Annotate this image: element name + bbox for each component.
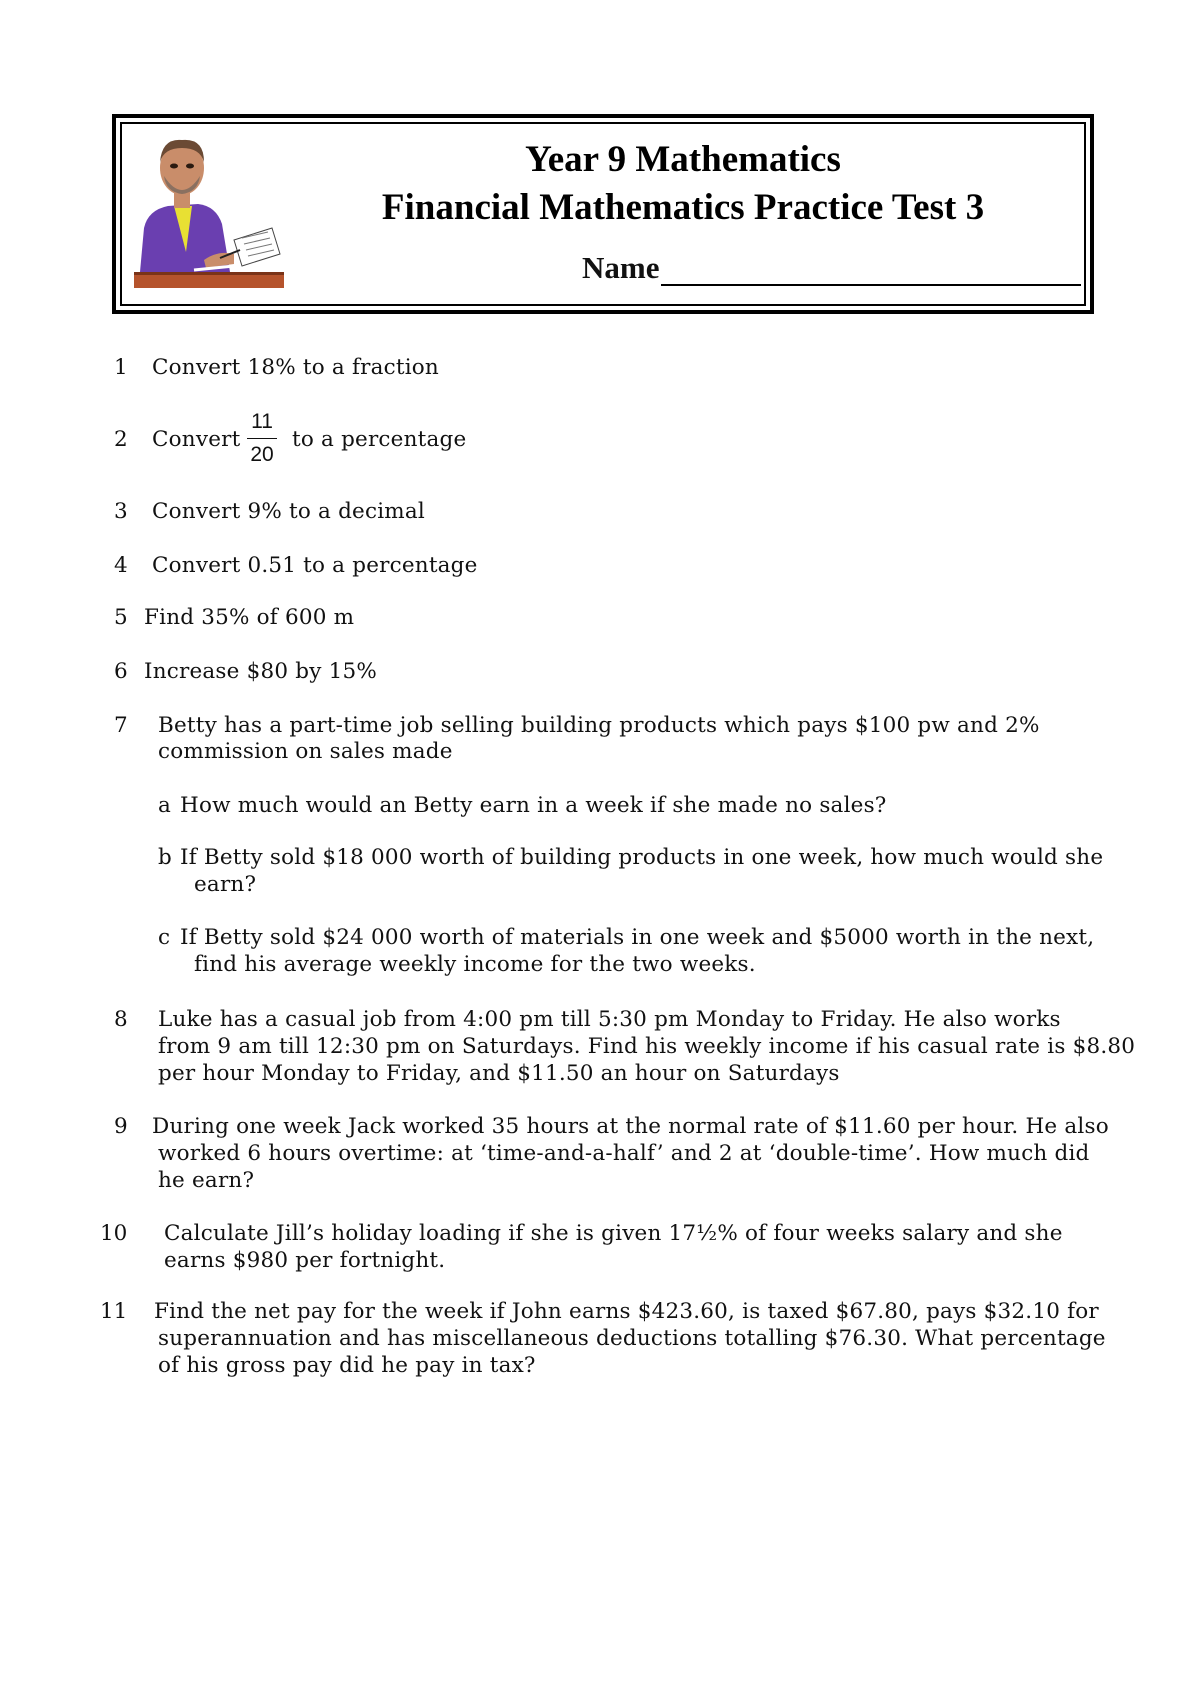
question-text: Luke has a casual job from 4:00 pm till 5:30 pm Monday to Friday. He also works <box>158 1007 1061 1032</box>
question-text: commission on sales made <box>158 739 453 764</box>
part-text: How much would an Betty earn in a week if she made no sales? <box>180 793 887 818</box>
question-number: 2 <box>114 427 128 452</box>
part-label: c <box>158 925 171 950</box>
part-text: If Betty sold $18 000 worth of building products in one week, how much would she <box>180 845 1104 870</box>
question-number: 8 <box>114 1007 128 1032</box>
name-field <box>582 250 1081 286</box>
question-text: Calculate Jill’s holiday loading if she is given 17½% of four weeks salary and she <box>164 1221 1063 1246</box>
question-number: 11 <box>100 1299 128 1324</box>
question-text: Increase $80 by 15% <box>144 659 377 684</box>
part-label: b <box>158 845 172 870</box>
question-text: superannuation and has miscellaneous deductions totalling $76.30. What percentage <box>158 1326 1106 1351</box>
name-label: Name <box>582 250 660 285</box>
question-text: Convert 0.51 to a percentage <box>152 553 478 578</box>
fraction-denominator: 20 <box>250 443 274 466</box>
question-text: of his gross pay did he pay in tax? <box>158 1353 536 1378</box>
question-number: 3 <box>114 499 128 524</box>
question-text: Convert <box>152 427 241 452</box>
question-text: per hour Monday to Friday, and $11.50 an hour on Saturdays <box>158 1061 840 1086</box>
part-label: a <box>158 793 172 818</box>
question-text: earns $980 per fortnight. <box>164 1248 446 1273</box>
question-number: 7 <box>114 713 128 738</box>
question-number: 9 <box>114 1114 128 1139</box>
question-number: 5 <box>114 605 128 630</box>
part-text: earn? <box>194 872 257 897</box>
teacher-illustration <box>134 132 290 288</box>
header-box <box>112 114 1094 314</box>
question-text: Convert 18% to a fraction <box>152 355 439 380</box>
header-inner <box>120 122 1086 306</box>
question-number: 1 <box>114 355 128 380</box>
question-number: 10 <box>100 1221 128 1246</box>
page-title: Year 9 Mathematics <box>525 139 841 180</box>
question-text: to a percentage <box>292 427 467 452</box>
page-subtitle: Financial Mathematics Practice Test 3 <box>381 187 985 228</box>
part-text: If Betty sold $24 000 worth of materials in one week and $5000 worth in the next, <box>180 925 1095 950</box>
question-text: Convert 9% to a decimal <box>152 499 425 524</box>
question-text: worked 6 hours overtime: at ‘time-and-a-half’ and 2 at ‘double-time’. How much did <box>158 1141 1090 1166</box>
question-text: Find the net pay for the week if John earns $423.60, is taxed $67.80, pays $32.10 for <box>154 1299 1099 1324</box>
fraction-numerator: 11 <box>251 410 273 433</box>
question-text: from 9 am till 12:30 pm on Saturdays. Find his weekly income if his casual rate is $8.80 <box>158 1034 1136 1059</box>
question-number: 6 <box>114 659 128 684</box>
question-text: Find 35% of 600 m <box>144 605 355 630</box>
name-blank-line <box>661 254 1081 286</box>
question-text: Betty has a part-time job selling building products which pays $100 pw and 2% <box>158 713 1040 738</box>
question-number: 4 <box>114 553 128 578</box>
question-text: During one week Jack worked 35 hours at the normal rate of $11.60 per hour. He also <box>152 1114 1109 1139</box>
fraction <box>247 410 277 467</box>
fraction-bar <box>247 438 277 439</box>
part-text: find his average weekly income for the two weeks. <box>194 952 756 977</box>
question-text: he earn? <box>158 1168 255 1193</box>
